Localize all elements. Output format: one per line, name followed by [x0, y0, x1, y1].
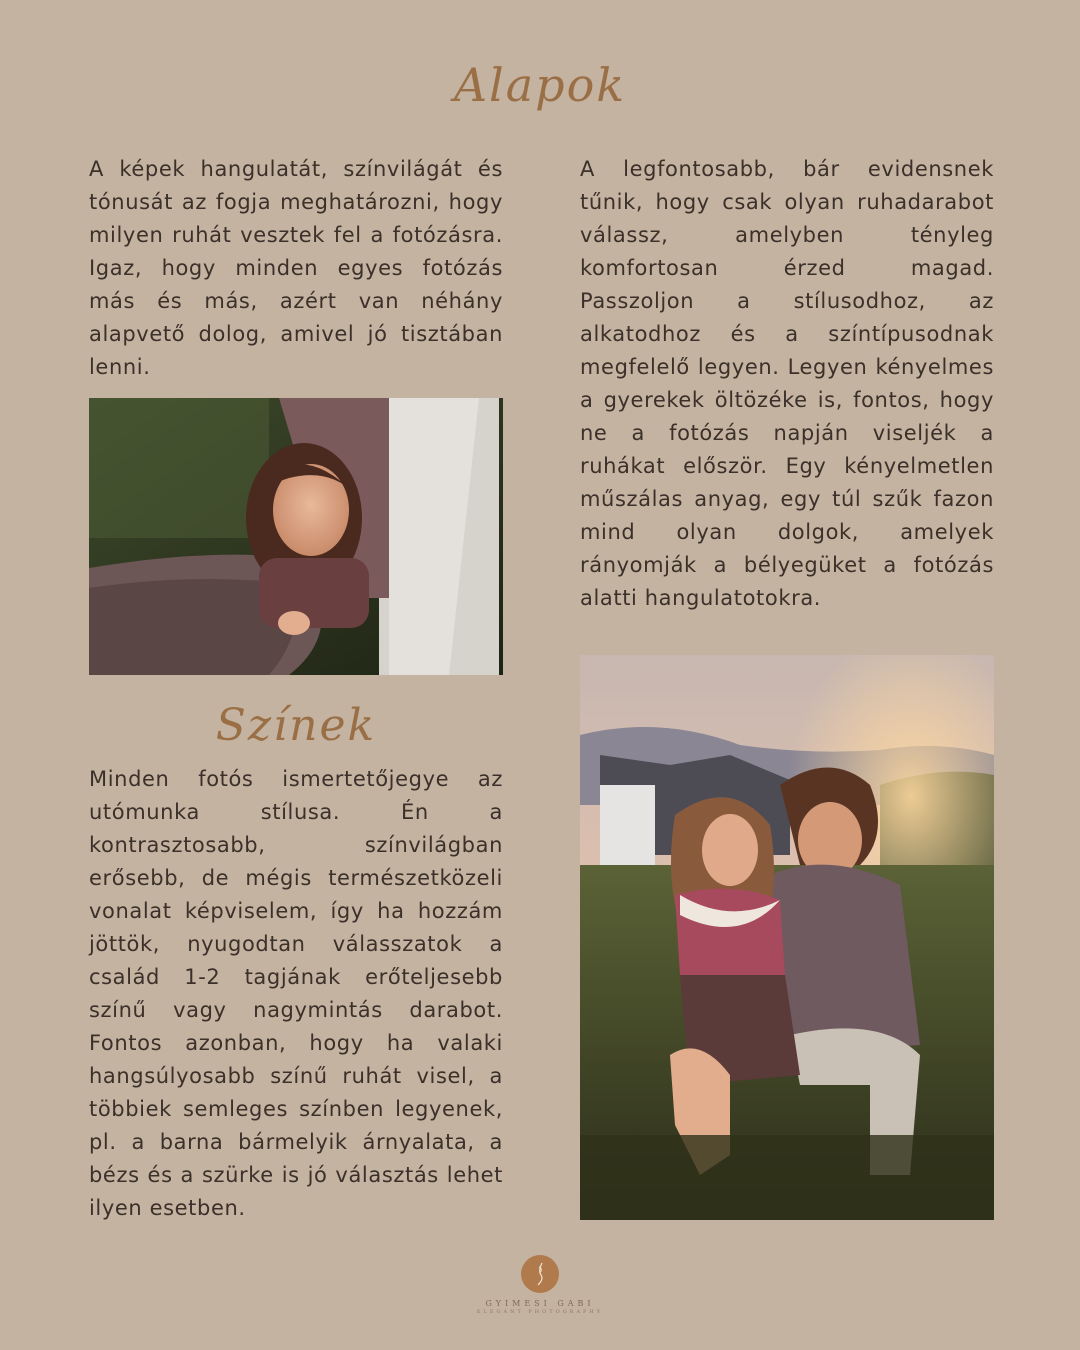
brand-logo: [0, 1255, 1080, 1315]
logo-subtitle: ELEGANT PHOTOGRAPHY: [476, 1309, 604, 1315]
clothing-paragraph: A legfontosabb, bár evidensnek tűnik, hogy csak olyan ruhadarabot válassz, amelyben tényleg komfortosan érzed magad. Passzoljon a stílusodhoz, az alkatodhoz és a színtípusodnak megfelelő legyen. Legyen kényelmes a gyerekek öltözéke is, fontos, hogy ne a fotózás napján viseljék a ruhákat először. Egy kényelmetlen műszálas anyag, egy túl szűk fazon mind olyan dolgok, amelyek rányomják a bélyegüket a fotózás alatti hangulatotokra.: [580, 157, 994, 610]
photo-girl-in-hammock: [89, 398, 503, 675]
logo-name: GYIMESI GABI: [485, 1299, 595, 1308]
colors-paragraph: Minden fotós ismertetőjegye az utómunka stílusa. Én a kontrasztosabb, színvilágban erősebb, de mégis természetközeli vonalat képviselem, így ha hozzám jöttök, nyugodtan válasszatok a család 1-2 tagjának erőteljesebb színű vagy nagymintás darabot. Fontos azonban, hogy ha valaki hangsúlyosabb színű ruhát visel, a többiek semleges színben legyenek, pl. a barna bármelyik árnyalata, a bézs és a szürke is jó választás lehet ilyen esetben.: [89, 767, 503, 1220]
intro-paragraph: A képek hangulatát, színvilágát és tónusát az fogja meghatározni, hogy milyen ruhát vesztek fel a fotózásra. Igaz, hogy minden egyes fotózás más és más, azért van néhány alapvető dolog, amivel jó tisztában lenni.: [89, 157, 503, 379]
photo-father-and-daughter: [580, 655, 994, 1220]
heading-szinek: Színek: [215, 700, 377, 751]
heading-alapok: Alapok: [453, 58, 627, 112]
logo-mark-icon: [521, 1255, 559, 1293]
